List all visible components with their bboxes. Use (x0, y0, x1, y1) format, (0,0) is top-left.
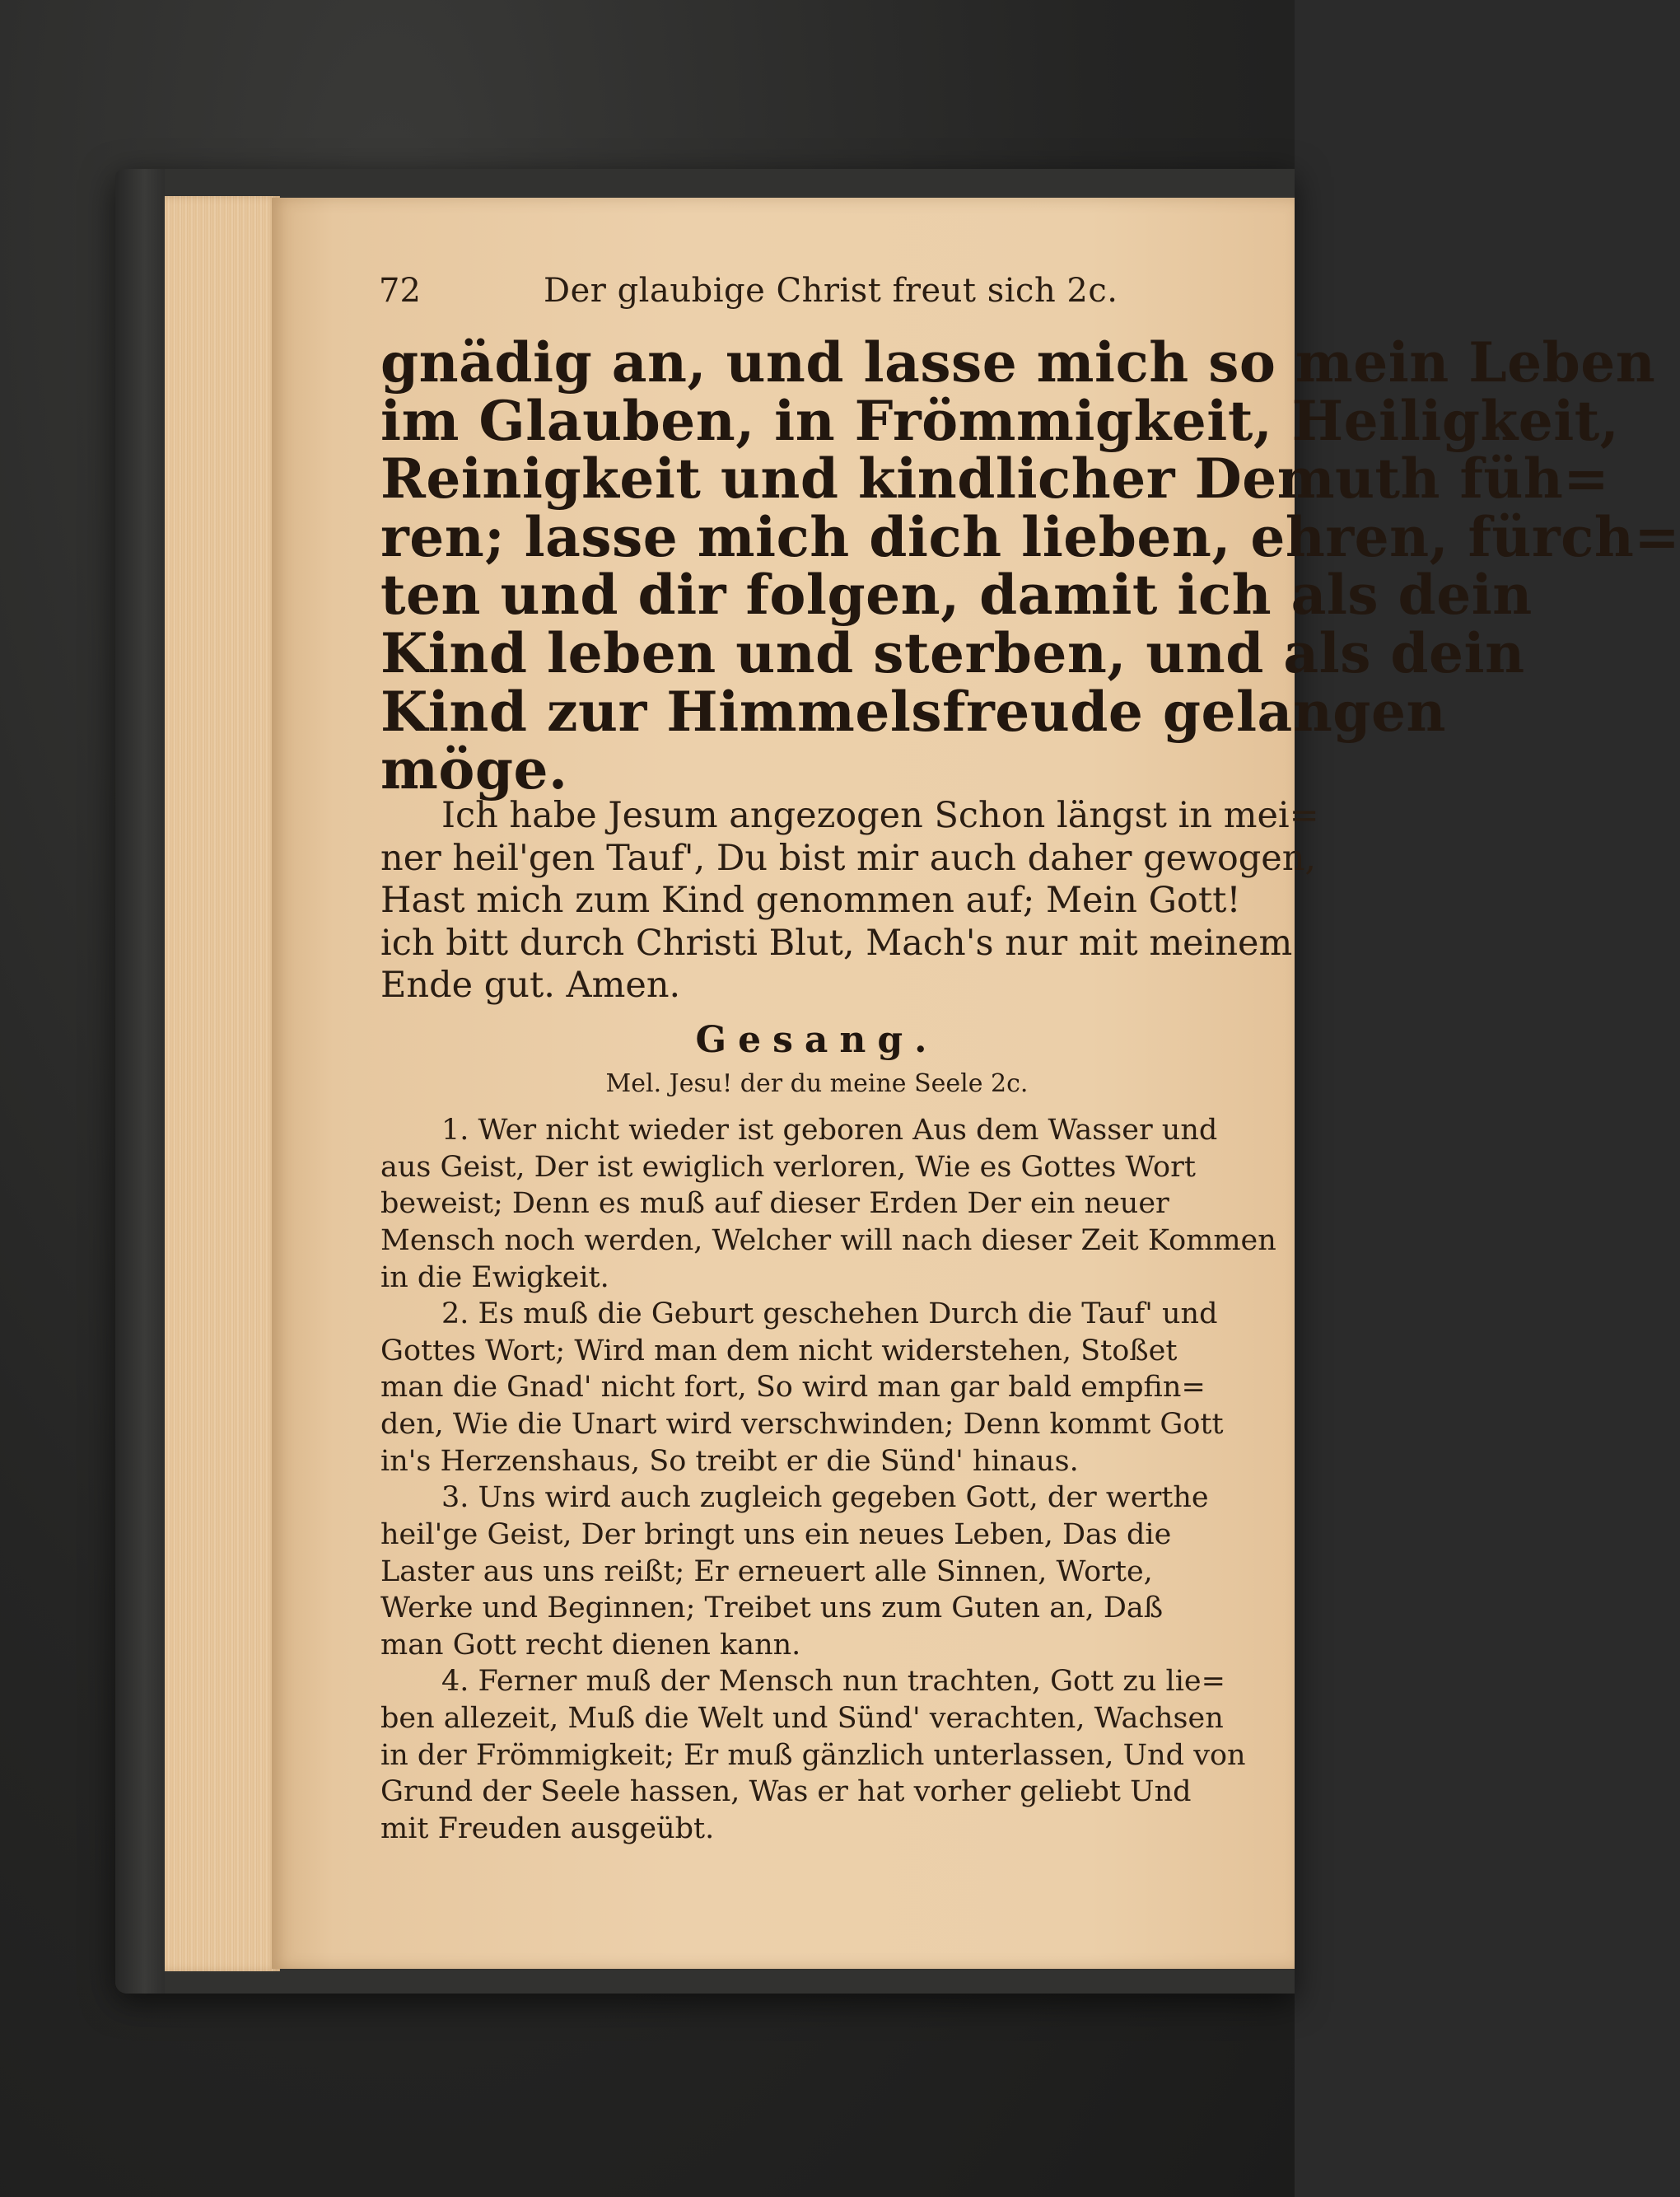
song-line: 2. Es muß die Geburt geschehen Durch die Tauf' und (441, 1297, 1218, 1331)
text-line: möge. (380, 737, 568, 802)
running-head: Der glaubige Christ freut sich 2c. (544, 272, 1118, 310)
text-line: Kind leben und sterben, und als dein (380, 621, 1525, 686)
prayer-text (380, 330, 1680, 802)
page-edges (165, 196, 280, 1971)
song-line: Laster aus uns reißt; Er erneuert alle Sinnen, Worte, (380, 1554, 1153, 1588)
text-line: Kind zur Himmelsfreude gelangen (380, 679, 1446, 744)
text-line: ren; lasse mich dich lieben, ehren, fürch= (380, 504, 1680, 569)
song-line: mit Freuden ausgeübt. (380, 1811, 715, 1845)
song-line: ben allezeit, Muß die Welt und Sünd' verachten, Wachsen (380, 1702, 1224, 1735)
song-line: 1. Wer nicht wieder ist geboren Aus dem Wasser und (441, 1114, 1218, 1147)
melody-line: Mel. Jesu! der du meine Seele 2c. (605, 1069, 1029, 1098)
song-line: den, Wie die Unart wird verschwinden; Denn kommt Gott (380, 1408, 1224, 1441)
text-line: ten und dir folgen, damit ich als dein (380, 563, 1533, 628)
text-line: Reinigkeit und kindlicher Demuth füh= (380, 446, 1610, 512)
text-line: Hast mich zum Kind genommen auf; Mein Gott! (380, 880, 1241, 922)
book-spine (115, 169, 165, 1994)
closing-verse (380, 795, 1319, 1007)
song-line: in der Frömmigkeit; Er muß gänzlich unterlassen, Und von (380, 1738, 1246, 1772)
song-line: 4. Ferner muß der Mensch nun trachten, Gott zu lie= (441, 1665, 1225, 1699)
song-line: man die Gnad' nicht fort, So wird man gar bald empfin= (380, 1371, 1206, 1405)
song-line: Gottes Wort; Wird man dem nicht widerstehen, Stoßet (380, 1334, 1178, 1367)
song-line: man Gott recht dienen kann. (380, 1628, 801, 1662)
text-line: im Glauben, in Frömmigkeit, Heiligkeit, (380, 388, 1620, 453)
song-line: heil'ge Geist, Der bringt uns ein neues Leben, Das die (380, 1517, 1172, 1551)
song-line: aus Geist, Der ist ewiglich verloren, Wie es Gottes Wort (380, 1150, 1196, 1184)
text-line: Ende gut. Amen. (380, 965, 681, 1007)
song-line: 3. Uns wird auch zugleich gegeben Gott, der werthe (441, 1481, 1209, 1515)
song-line: in die Ewigkeit. (380, 1260, 609, 1294)
text-line: ner heil'gen Tauf', Du bist mir auch daher gewogen, (380, 837, 1317, 879)
song-title: Gesang. (695, 1019, 939, 1061)
text-line: Ich habe Jesum angezogen Schon längst in mei= (441, 795, 1319, 836)
text-line: ich bitt durch Christi Blut, Mach's nur mit meinem (380, 922, 1293, 964)
song-line: Werke und Beginnen; Treibet uns zum Guten an, Daß (380, 1592, 1164, 1625)
song-line: in's Herzenshaus, So treibt er die Sünd' hinaus. (380, 1444, 1079, 1478)
song-line: Grund der Seele hassen, Was er hat vorher geliebt Und (380, 1775, 1192, 1809)
text-line: gnädig an, und lasse mich so mein Leben (380, 330, 1656, 395)
page-header (379, 272, 1235, 321)
page-number: 72 (379, 272, 421, 310)
song-line: Mensch noch werden, Welcher will nach dieser Zeit Kommen (380, 1223, 1276, 1257)
song-verses (380, 1112, 1276, 1848)
song-line: beweist; Denn es muß auf dieser Erden Der ein neuer (380, 1187, 1169, 1221)
